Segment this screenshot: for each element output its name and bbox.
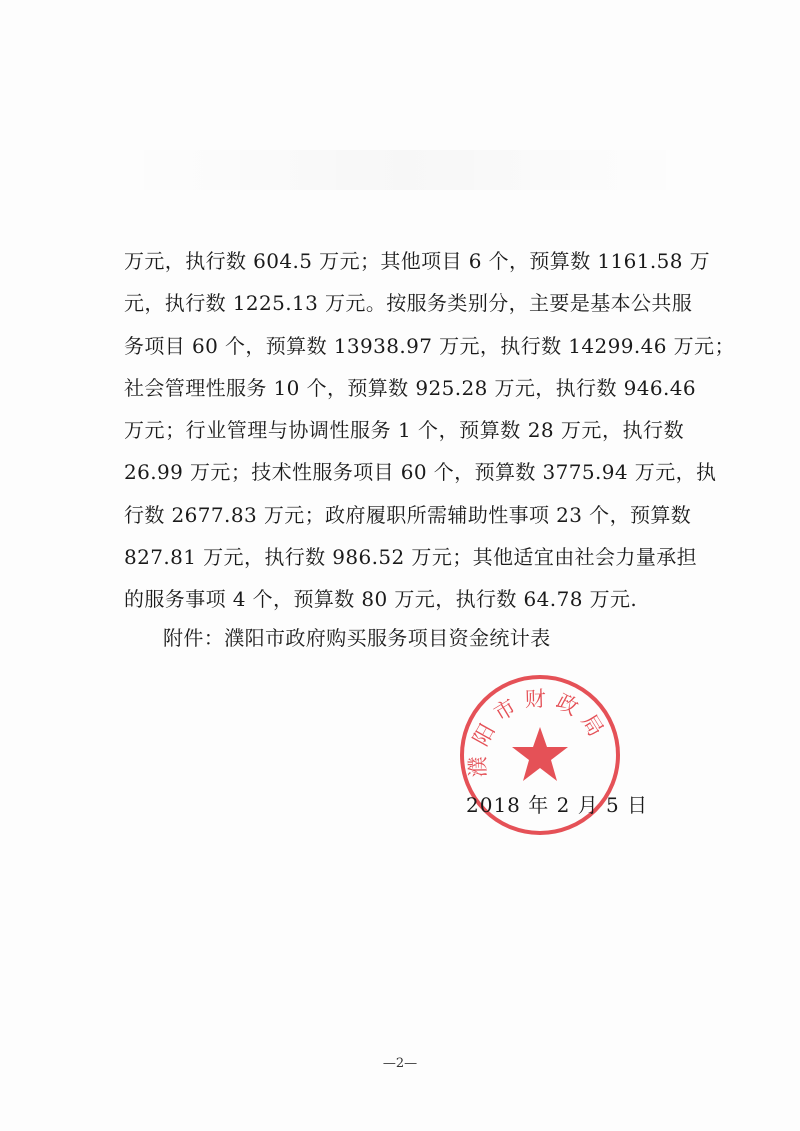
body-line: 的服务事项 4 个，预算数 80 万元，执行数 64.78 万元. — [124, 587, 638, 612]
scan-shadow — [120, 150, 690, 190]
body-line: 26.99 万元；技术性服务项目 60 个，预算数 3775.94 万元，执 — [124, 460, 717, 485]
star-icon — [512, 727, 568, 781]
document-date: 2018 年 2 月 5 日 — [466, 793, 649, 817]
body-line: 元，执行数 1225.13 万元。按服务类别分，主要是基本公共服 — [124, 291, 693, 316]
page-number: —2— — [382, 1056, 418, 1071]
body-line: 行数 2677.83 万元；政府履职所需辅助性事项 23 个，预算数 — [124, 502, 692, 527]
attachment-note: 附件：濮阳市政府购买服务项目资金统计表 — [163, 626, 551, 650]
body-line: 万元；行业管理与协调性服务 1 个，预算数 28 万元，执行数 — [124, 418, 684, 443]
body-line: 社会管理性服务 10 个，预算数 925.28 万元，执行数 946.46 — [124, 375, 696, 400]
body-line: 万元，执行数 604.5 万元；其他项目 6 个，预算数 1161.58 万 — [124, 249, 711, 273]
body-paragraph — [124, 240, 735, 621]
body-line: 务项目 60 个，预算数 13938.97 万元，执行数 14299.46 万元； — [124, 333, 735, 358]
seal-text: 濮阳市财政局 — [465, 686, 613, 778]
body-line: 827.81 万元，执行数 986.52 万元；其他适宜由社会力量承担 — [124, 545, 698, 570]
